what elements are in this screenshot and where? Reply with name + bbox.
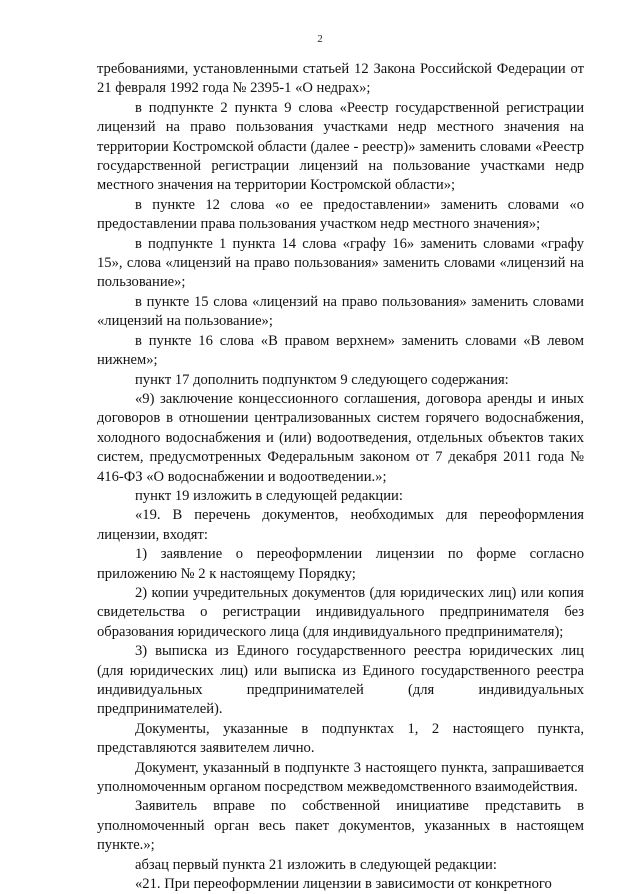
paragraph: в подпункте 1 пункта 14 слова «графу 16» заменить словами «графу 15», слова «лицензий на право пользования» заменить словами «лицензий на пользование»; [97, 235, 584, 291]
paragraph: 3) выписка из Единого государственного реестра юридических лиц (для юридических лиц) или выписка из Единого государственного реестра индивидуальных предпринимателей (для индивидуальных предпринимателей). [97, 643, 584, 718]
paragraph: требованиями, установленными статьей 12 Закона Российской Федерации от 21 февраля 1992 года № 2395-1 «О недрах»; [97, 61, 584, 97]
paragraph: абзац первый пункта 21 изложить в следующей редакции: [135, 856, 497, 873]
page-number: 2 [317, 33, 323, 45]
paragraph: пункт 19 изложить в следующей редакции: [135, 487, 403, 504]
paragraph: «9) заключение концессионного соглашения, договора аренды и иных договоров в отношении централизованных систем горячего водоснабжения, холодного водоснабжения и (или) водоотведения, отдельных объектов таких систем, предусмотренных Федеральным законом от 7 декабря 2011 года № 416-ФЗ «О водоснабжении и водоотведении.»; [97, 390, 584, 485]
paragraph: «21. При переоформлении лицензии в зависимости от конкретного [135, 876, 552, 893]
paragraph: 1) заявление о переоформлении лицензии по форме согласно приложению № 2 к настоящему Порядку; [97, 546, 584, 582]
paragraph: Документы, указанные в подпунктах 1, 2 настоящего пункта, представляются заявителем лично. [97, 720, 584, 757]
paragraph: в пункте 15 слова «лицензий на право пользования» заменить словами «лицензий на пользование»; [97, 293, 584, 330]
paragraph: 2) копии учредительных документов (для юридических лиц) или копия свидетельства о регистрации индивидуального предпринимателя без образования юридического лица (для индивидуального предпринимателя); [97, 584, 584, 640]
paragraph: в пункте 12 слова «о ее предоставлении» заменить словами «о предоставлении права пользования участком недр местного значения»; [97, 196, 584, 233]
paragraph: в пункте 16 слова «В правом верхнем» заменить словами «В левом нижнем»; [97, 332, 584, 369]
paragraph: пункт 17 дополнить подпунктом 9 следующего содержания: [135, 371, 509, 388]
paragraph: Документ, указанный в подпункте 3 настоящего пункта, запрашивается уполномоченным органом посредством межведомственного взаимодействия. [97, 759, 584, 796]
paragraph: «19. В перечень документов, необходимых для переоформления лицензии, входят: [97, 507, 584, 543]
paragraph: в подпункте 2 пункта 9 слова «Реестр государственной регистрации лицензий на право пользования участками недр местного значения на территории Костромской области (далее - реестр)» заменить словами «Реестр государственной регистрации лицензий на пользование участками недр местного значения на территории Костромской области»; [97, 99, 584, 194]
document-body [97, 60, 584, 894]
paragraph: Заявитель вправе по собственной инициативе представить в уполномоченный орган весь пакет документов, указанных в настоящем пункте.»; [97, 798, 584, 854]
